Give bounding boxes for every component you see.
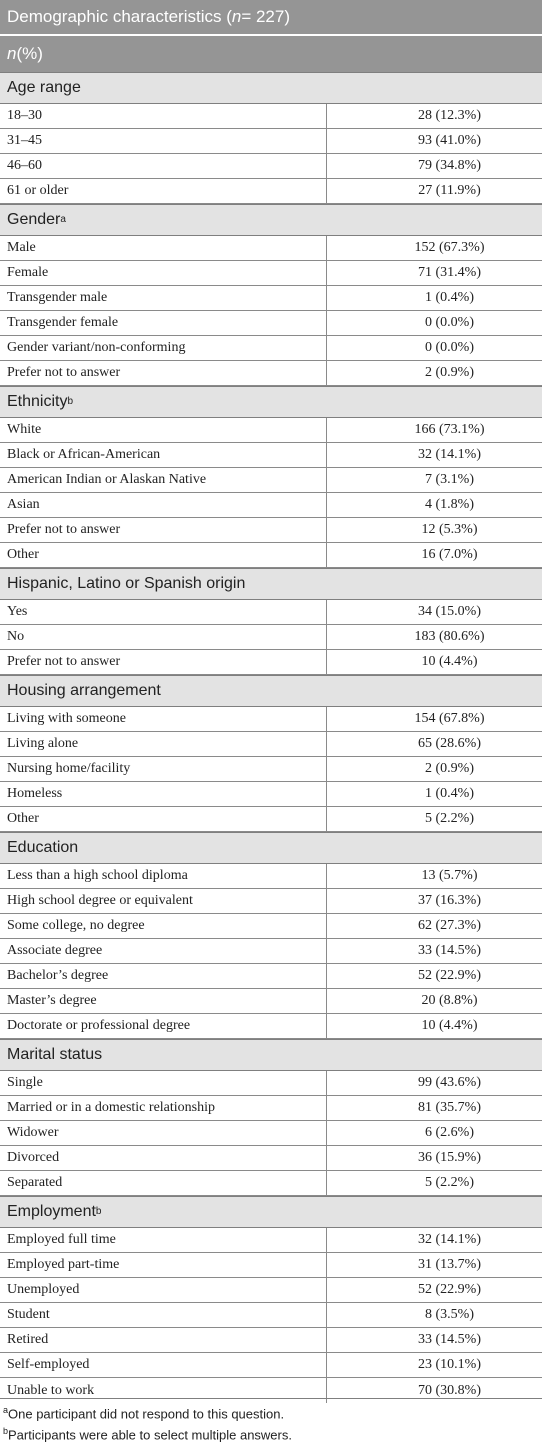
table-body <box>0 72 542 1403</box>
section-header: Ethnicity b <box>0 386 542 418</box>
table-row <box>0 864 542 889</box>
row-value: 52 (22.9%) <box>418 968 481 983</box>
row-value: 2 (0.9%) <box>425 761 474 776</box>
table-row <box>0 914 542 939</box>
footnotes <box>0 1398 542 1441</box>
row-label: High school degree or equivalent <box>0 889 327 913</box>
table-row <box>0 493 542 518</box>
row-label: Single <box>0 1071 327 1095</box>
section-label: Hispanic, Latino or Spanish origin <box>7 575 246 592</box>
title-n: n <box>231 7 242 26</box>
table-row <box>0 1146 542 1171</box>
row-value: 8 (3.5%) <box>425 1307 474 1322</box>
row-value: 10 (4.4%) <box>421 1018 478 1033</box>
subheader-pct: (%) <box>16 44 43 63</box>
footnote <box>0 1422 542 1441</box>
row-label: Widower <box>0 1121 327 1145</box>
row-label: 18–30 <box>0 104 327 128</box>
table-row <box>0 1303 542 1328</box>
section-label: Gender <box>7 211 61 228</box>
row-label: Divorced <box>0 1146 327 1170</box>
row-value: 99 (43.6%) <box>418 1075 481 1090</box>
row-value: 81 (35.7%) <box>418 1100 481 1115</box>
table-row <box>0 129 542 154</box>
row-label: Female <box>0 261 327 285</box>
table-row <box>0 154 542 179</box>
table-row <box>0 707 542 732</box>
row-label: Transgender male <box>0 286 327 310</box>
table-row <box>0 443 542 468</box>
row-label: Prefer not to answer <box>0 650 327 674</box>
row-label: Separated <box>0 1171 327 1195</box>
row-value: 79 (34.8%) <box>418 158 481 173</box>
row-label: Prefer not to answer <box>0 518 327 542</box>
table-row <box>0 1014 542 1039</box>
table-row <box>0 1328 542 1353</box>
row-value: 13 (5.7%) <box>421 868 478 883</box>
row-value: 7 (3.1%) <box>425 472 474 487</box>
row-label: Black or African-American <box>0 443 327 467</box>
row-label: Master’s degree <box>0 989 327 1013</box>
subheader-n: n <box>7 44 17 63</box>
row-label: Male <box>0 236 327 260</box>
row-label: 31–45 <box>0 129 327 153</box>
row-label: Nursing home/facility <box>0 757 327 781</box>
row-label: Living with someone <box>0 707 327 731</box>
section-header <box>0 1039 542 1071</box>
row-value: 2 (0.9%) <box>425 365 474 380</box>
table-row <box>0 311 542 336</box>
row-label: Unable to work <box>0 1378 327 1403</box>
table-row <box>0 336 542 361</box>
table-row <box>0 600 542 625</box>
row-label: No <box>0 625 327 649</box>
row-value: 62 (27.3%) <box>418 918 481 933</box>
section-header <box>0 72 542 104</box>
row-label: Unemployed <box>0 1278 327 1302</box>
table-row <box>0 889 542 914</box>
row-value: 4 (1.8%) <box>425 497 474 512</box>
row-label: Prefer not to answer <box>0 361 327 385</box>
footnote-text: One participant did not respond to this question. <box>8 1406 285 1422</box>
row-label: Other <box>0 543 327 567</box>
section-label: Age range <box>7 79 81 96</box>
row-label: 61 or older <box>0 179 327 203</box>
row-label: Yes <box>0 600 327 624</box>
footnote-mark: b <box>3 1426 9 1436</box>
table-row <box>0 625 542 650</box>
row-value: 1 (0.4%) <box>425 290 474 305</box>
table-row <box>0 1071 542 1096</box>
table-row <box>0 179 542 204</box>
row-value: 32 (14.1%) <box>418 1232 481 1247</box>
row-label: Asian <box>0 493 327 517</box>
table-row <box>0 782 542 807</box>
section-label: Ethnicity <box>7 393 68 410</box>
section-label: Marital status <box>7 1046 103 1063</box>
section-header <box>0 568 542 600</box>
table-row <box>0 104 542 129</box>
row-value: 20 (8.8%) <box>421 993 478 1008</box>
table-row <box>0 1278 542 1303</box>
row-value: 6 (2.6%) <box>425 1125 474 1140</box>
row-value: 152 (67.3%) <box>414 240 485 255</box>
table-row <box>0 807 542 832</box>
row-value: 5 (2.2%) <box>425 811 474 826</box>
table-row <box>0 286 542 311</box>
row-value: 33 (14.5%) <box>418 1332 481 1347</box>
table-row <box>0 989 542 1014</box>
row-label: White <box>0 418 327 442</box>
table-row <box>0 518 542 543</box>
table-row <box>0 1353 542 1378</box>
table-row <box>0 543 542 568</box>
table-title <box>0 0 542 36</box>
section-header: Employment b <box>0 1196 542 1228</box>
row-label: Married or in a domestic relationship <box>0 1096 327 1120</box>
section-label: Housing arrangement <box>7 682 161 699</box>
section-label: Employment <box>7 1203 96 1220</box>
row-value: 27 (11.9%) <box>418 183 481 198</box>
row-value: 52 (22.9%) <box>418 1282 481 1297</box>
row-value: 0 (0.0%) <box>425 340 474 355</box>
table-row <box>0 757 542 782</box>
row-label: 46–60 <box>0 154 327 178</box>
row-value: 36 (15.9%) <box>418 1150 481 1165</box>
row-label: Student <box>0 1303 327 1327</box>
footnote <box>0 1401 542 1420</box>
section-header: Gender a <box>0 204 542 236</box>
row-value: 65 (28.6%) <box>418 736 481 751</box>
row-label: Employed part-time <box>0 1253 327 1277</box>
section-label: Education <box>7 839 79 856</box>
row-value: 31 (13.7%) <box>418 1257 481 1272</box>
table-row <box>0 468 542 493</box>
row-label: Self-employed <box>0 1353 327 1377</box>
row-value: 28 (12.3%) <box>418 108 481 123</box>
row-value: 154 (67.8%) <box>414 711 485 726</box>
row-label: Some college, no degree <box>0 914 327 938</box>
row-label: Employed full time <box>0 1228 327 1252</box>
row-value: 70 (30.8%) <box>418 1382 481 1398</box>
row-value: 0 (0.0%) <box>425 315 474 330</box>
title-prefix: Demographic characteristics ( <box>7 7 232 26</box>
row-label: Gender variant/non-conforming <box>0 336 327 360</box>
row-value: 1 (0.4%) <box>425 786 474 801</box>
row-label: Homeless <box>0 782 327 806</box>
footnote-text: Participants were able to select multiple answers. <box>8 1427 292 1443</box>
row-value: 33 (14.5%) <box>418 943 481 958</box>
row-label: Retired <box>0 1328 327 1352</box>
row-value: 34 (15.0%) <box>418 604 481 619</box>
section-header <box>0 832 542 864</box>
row-value: 5 (2.2%) <box>425 1175 474 1190</box>
table-row <box>0 418 542 443</box>
row-label: Bachelor’s degree <box>0 964 327 988</box>
table-row <box>0 1171 542 1196</box>
row-value: 37 (16.3%) <box>418 893 481 908</box>
section-header <box>0 675 542 707</box>
row-value: 166 (73.1%) <box>414 422 485 437</box>
table-row <box>0 732 542 757</box>
row-value: 183 (80.6%) <box>414 629 485 644</box>
table-row <box>0 939 542 964</box>
row-value: 10 (4.4%) <box>421 654 478 669</box>
row-label: Doctorate or professional degree <box>0 1014 327 1038</box>
table-row <box>0 1253 542 1278</box>
row-label: American Indian or Alaskan Native <box>0 468 327 492</box>
row-value: 12 (5.3%) <box>421 522 478 537</box>
row-value: 23 (10.1%) <box>418 1357 481 1372</box>
title-suffix: = 227) <box>241 7 291 26</box>
row-label: Transgender female <box>0 311 327 335</box>
column-subheader <box>0 36 542 72</box>
table-row <box>0 261 542 286</box>
table-row <box>0 1096 542 1121</box>
table-row <box>0 650 542 675</box>
table-row <box>0 1121 542 1146</box>
row-label: Associate degree <box>0 939 327 963</box>
row-label: Less than a high school diploma <box>0 864 327 888</box>
row-value: 71 (31.4%) <box>418 265 481 280</box>
table-row <box>0 964 542 989</box>
footnote-mark: a <box>3 1405 9 1415</box>
table-row <box>0 236 542 261</box>
row-value: 32 (14.1%) <box>418 447 481 462</box>
row-value: 93 (41.0%) <box>418 133 481 148</box>
row-value: 16 (7.0%) <box>421 547 478 562</box>
row-label: Other <box>0 807 327 831</box>
table-row <box>0 361 542 386</box>
row-label: Living alone <box>0 732 327 756</box>
table-row <box>0 1228 542 1253</box>
